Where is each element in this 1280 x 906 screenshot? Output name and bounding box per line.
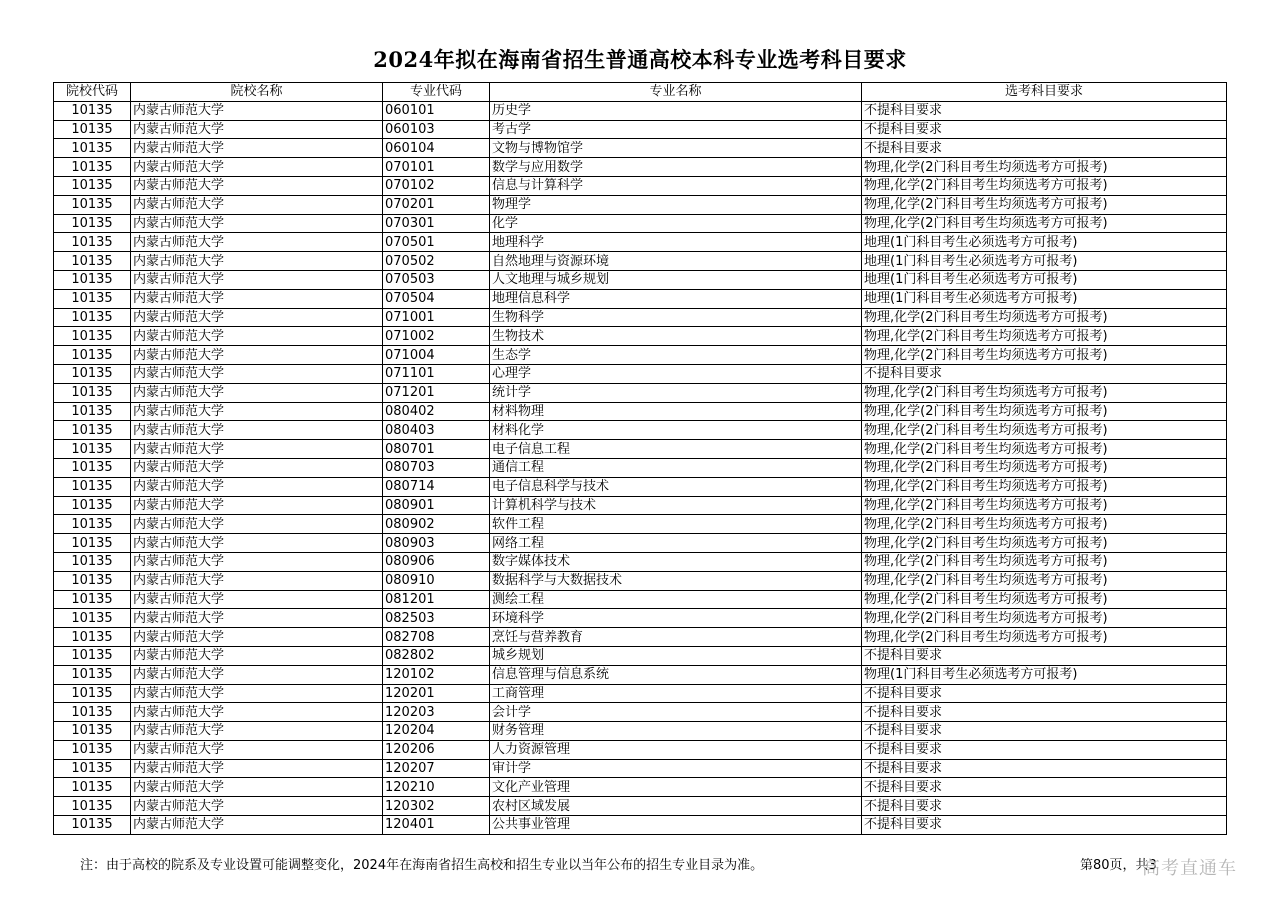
school-code-cell: 10135 xyxy=(54,816,131,835)
table-row xyxy=(54,797,1227,816)
school-name-cell: 内蒙古师范大学 xyxy=(131,609,383,628)
subject-requirement-cell: 不提科目要求 xyxy=(862,120,1227,139)
school-code-cell: 10135 xyxy=(54,327,131,346)
major-name-cell: 生物技术 xyxy=(490,327,862,346)
major-name-cell: 人文地理与城乡规划 xyxy=(490,270,862,289)
major-code-cell: 080403 xyxy=(383,421,490,440)
major-name-cell: 农村区域发展 xyxy=(490,797,862,816)
school-name-cell: 内蒙古师范大学 xyxy=(131,440,383,459)
major-name-cell: 人力资源管理 xyxy=(490,740,862,759)
subject-requirement-cell: 不提科目要求 xyxy=(862,364,1227,383)
table-row xyxy=(54,778,1227,797)
school-name-cell: 内蒙古师范大学 xyxy=(131,703,383,722)
subject-requirement-cell: 物理,化学(2门科目考生均须选考方可报考) xyxy=(862,609,1227,628)
subject-requirement-cell: 物理,化学(2门科目考生均须选考方可报考) xyxy=(862,458,1227,477)
school-name-cell: 内蒙古师范大学 xyxy=(131,139,383,158)
table-row xyxy=(54,440,1227,459)
table-row xyxy=(54,816,1227,835)
school-code-cell: 10135 xyxy=(54,571,131,590)
header-subject-requirement: 选考科目要求 xyxy=(862,83,1227,102)
school-code-cell: 10135 xyxy=(54,308,131,327)
major-code-cell: 071001 xyxy=(383,308,490,327)
header-major-name: 专业名称 xyxy=(490,83,862,102)
table-row xyxy=(54,101,1227,120)
header-school-name: 院校名称 xyxy=(131,83,383,102)
major-name-cell: 环境科学 xyxy=(490,609,862,628)
school-code-cell: 10135 xyxy=(54,797,131,816)
subject-requirement-cell: 物理,化学(2门科目考生均须选考方可报考) xyxy=(862,421,1227,440)
major-code-cell: 060103 xyxy=(383,120,490,139)
table-row xyxy=(54,289,1227,308)
school-code-cell: 10135 xyxy=(54,665,131,684)
subject-requirement-cell: 物理,化学(2门科目考生均须选考方可报考) xyxy=(862,327,1227,346)
table-row xyxy=(54,722,1227,741)
major-code-cell: 120210 xyxy=(383,778,490,797)
major-name-cell: 材料物理 xyxy=(490,402,862,421)
major-name-cell: 城乡规划 xyxy=(490,646,862,665)
school-code-cell: 10135 xyxy=(54,421,131,440)
school-code-cell: 10135 xyxy=(54,628,131,647)
school-code-cell: 10135 xyxy=(54,646,131,665)
table-row xyxy=(54,496,1227,515)
table-row xyxy=(54,515,1227,534)
table-row xyxy=(54,684,1227,703)
subject-requirement-cell: 物理,化学(2门科目考生均须选考方可报考) xyxy=(862,571,1227,590)
major-name-cell: 审计学 xyxy=(490,759,862,778)
table-row xyxy=(54,364,1227,383)
subject-requirement-cell: 不提科目要求 xyxy=(862,778,1227,797)
subject-requirement-cell: 地理(1门科目考生必须选考方可报考) xyxy=(862,233,1227,252)
school-name-cell: 内蒙古师范大学 xyxy=(131,740,383,759)
subject-requirement-cell: 不提科目要求 xyxy=(862,703,1227,722)
major-name-cell: 生物科学 xyxy=(490,308,862,327)
subject-requirement-cell: 物理,化学(2门科目考生均须选考方可报考) xyxy=(862,590,1227,609)
school-name-cell: 内蒙古师范大学 xyxy=(131,571,383,590)
subject-requirement-cell: 物理,化学(2门科目考生均须选考方可报考) xyxy=(862,440,1227,459)
school-code-cell: 10135 xyxy=(54,233,131,252)
subject-requirement-cell: 物理,化学(2门科目考生均须选考方可报考) xyxy=(862,158,1227,177)
school-name-cell: 内蒙古师范大学 xyxy=(131,816,383,835)
major-name-cell: 电子信息科学与技术 xyxy=(490,477,862,496)
major-code-cell: 080910 xyxy=(383,571,490,590)
table-row xyxy=(54,571,1227,590)
major-code-cell: 070501 xyxy=(383,233,490,252)
school-code-cell: 10135 xyxy=(54,534,131,553)
major-name-cell: 考古学 xyxy=(490,120,862,139)
school-code-cell: 10135 xyxy=(54,383,131,402)
major-name-cell: 工商管理 xyxy=(490,684,862,703)
major-code-cell: 120401 xyxy=(383,816,490,835)
school-name-cell: 内蒙古师范大学 xyxy=(131,383,383,402)
school-code-cell: 10135 xyxy=(54,252,131,271)
table-row xyxy=(54,383,1227,402)
school-name-cell: 内蒙古师范大学 xyxy=(131,628,383,647)
school-name-cell: 内蒙古师范大学 xyxy=(131,759,383,778)
table-row xyxy=(54,270,1227,289)
subject-requirement-cell: 不提科目要求 xyxy=(862,797,1227,816)
subject-requirement-cell: 不提科目要求 xyxy=(862,759,1227,778)
table-row xyxy=(54,233,1227,252)
school-code-cell: 10135 xyxy=(54,176,131,195)
table-row xyxy=(54,252,1227,271)
table-row xyxy=(54,195,1227,214)
subject-requirement-cell: 物理,化学(2门科目考生均须选考方可报考) xyxy=(862,383,1227,402)
major-code-cell: 071004 xyxy=(383,346,490,365)
major-name-cell: 计算机科学与技术 xyxy=(490,496,862,515)
subject-requirement-cell: 物理,化学(2门科目考生均须选考方可报考) xyxy=(862,496,1227,515)
major-name-cell: 通信工程 xyxy=(490,458,862,477)
subject-requirement-cell: 地理(1门科目考生必须选考方可报考) xyxy=(862,270,1227,289)
major-code-cell: 080902 xyxy=(383,515,490,534)
subject-requirement-cell: 物理,化学(2门科目考生均须选考方可报考) xyxy=(862,477,1227,496)
major-code-cell: 071201 xyxy=(383,383,490,402)
school-name-cell: 内蒙古师范大学 xyxy=(131,778,383,797)
table-row xyxy=(54,665,1227,684)
school-name-cell: 内蒙古师范大学 xyxy=(131,534,383,553)
major-code-cell: 070201 xyxy=(383,195,490,214)
subject-requirement-cell: 地理(1门科目考生必须选考方可报考) xyxy=(862,289,1227,308)
school-code-cell: 10135 xyxy=(54,740,131,759)
major-code-cell: 082708 xyxy=(383,628,490,647)
major-code-cell: 120201 xyxy=(383,684,490,703)
major-name-cell: 材料化学 xyxy=(490,421,862,440)
school-code-cell: 10135 xyxy=(54,270,131,289)
table-row xyxy=(54,139,1227,158)
major-name-cell: 数字媒体技术 xyxy=(490,552,862,571)
subject-requirement-cell: 物理,化学(2门科目考生均须选考方可报考) xyxy=(862,308,1227,327)
page-number: 第80页，共3 xyxy=(1080,858,1157,873)
school-code-cell: 10135 xyxy=(54,552,131,571)
major-name-cell: 物理学 xyxy=(490,195,862,214)
school-name-cell: 内蒙古师范大学 xyxy=(131,421,383,440)
major-code-cell: 070102 xyxy=(383,176,490,195)
major-code-cell: 070101 xyxy=(383,158,490,177)
table-row xyxy=(54,327,1227,346)
major-code-cell: 120206 xyxy=(383,740,490,759)
footnote: 注：由于高校的院系及专业设置可能调整变化，2024年在海南省招生高校和招生专业以当年公布的招生专业目录为准。 xyxy=(80,858,764,873)
subject-requirement-cell: 物理(1门科目考生必须选考方可报考) xyxy=(862,665,1227,684)
school-code-cell: 10135 xyxy=(54,195,131,214)
major-name-cell: 信息管理与信息系统 xyxy=(490,665,862,684)
major-name-cell: 财务管理 xyxy=(490,722,862,741)
watermark-logo: 高考直通车 xyxy=(1142,858,1237,879)
table-row xyxy=(54,646,1227,665)
school-name-cell: 内蒙古师范大学 xyxy=(131,308,383,327)
table-row xyxy=(54,421,1227,440)
subject-requirement-cell: 不提科目要求 xyxy=(862,646,1227,665)
table-row xyxy=(54,214,1227,233)
requirements-table xyxy=(53,82,1227,835)
major-code-cell: 080402 xyxy=(383,402,490,421)
major-name-cell: 测绘工程 xyxy=(490,590,862,609)
school-name-cell: 内蒙古师范大学 xyxy=(131,515,383,534)
subject-requirement-cell: 不提科目要求 xyxy=(862,684,1227,703)
major-name-cell: 烹饪与营养教育 xyxy=(490,628,862,647)
major-name-cell: 软件工程 xyxy=(490,515,862,534)
school-name-cell: 内蒙古师范大学 xyxy=(131,289,383,308)
school-name-cell: 内蒙古师范大学 xyxy=(131,458,383,477)
major-name-cell: 文物与博物馆学 xyxy=(490,139,862,158)
school-name-cell: 内蒙古师范大学 xyxy=(131,120,383,139)
school-name-cell: 内蒙古师范大学 xyxy=(131,364,383,383)
school-name-cell: 内蒙古师范大学 xyxy=(131,722,383,741)
school-name-cell: 内蒙古师范大学 xyxy=(131,158,383,177)
school-name-cell: 内蒙古师范大学 xyxy=(131,327,383,346)
header-major-code: 专业代码 xyxy=(383,83,490,102)
page-title: 2024年拟在海南省招生普通高校本科专业选考科目要求 xyxy=(373,47,907,72)
major-code-cell: 070504 xyxy=(383,289,490,308)
table-row xyxy=(54,590,1227,609)
school-code-cell: 10135 xyxy=(54,158,131,177)
table-row xyxy=(54,346,1227,365)
major-code-cell: 080701 xyxy=(383,440,490,459)
major-code-cell: 080901 xyxy=(383,496,490,515)
major-code-cell: 120207 xyxy=(383,759,490,778)
school-name-cell: 内蒙古师范大学 xyxy=(131,402,383,421)
school-name-cell: 内蒙古师范大学 xyxy=(131,496,383,515)
major-name-cell: 地理科学 xyxy=(490,233,862,252)
school-code-cell: 10135 xyxy=(54,120,131,139)
major-name-cell: 文化产业管理 xyxy=(490,778,862,797)
table-row xyxy=(54,552,1227,571)
major-name-cell: 统计学 xyxy=(490,383,862,402)
table-row xyxy=(54,477,1227,496)
major-code-cell: 060101 xyxy=(383,101,490,120)
school-code-cell: 10135 xyxy=(54,703,131,722)
major-code-cell: 081201 xyxy=(383,590,490,609)
subject-requirement-cell: 不提科目要求 xyxy=(862,722,1227,741)
school-name-cell: 内蒙古师范大学 xyxy=(131,233,383,252)
school-code-cell: 10135 xyxy=(54,609,131,628)
school-code-cell: 10135 xyxy=(54,759,131,778)
school-name-cell: 内蒙古师范大学 xyxy=(131,552,383,571)
school-name-cell: 内蒙古师范大学 xyxy=(131,684,383,703)
school-name-cell: 内蒙古师范大学 xyxy=(131,101,383,120)
major-code-cell: 120204 xyxy=(383,722,490,741)
major-name-cell: 会计学 xyxy=(490,703,862,722)
major-name-cell: 数据科学与大数据技术 xyxy=(490,571,862,590)
table-row xyxy=(54,609,1227,628)
major-code-cell: 080903 xyxy=(383,534,490,553)
major-code-cell: 071002 xyxy=(383,327,490,346)
table-row xyxy=(54,402,1227,421)
major-code-cell: 082503 xyxy=(383,609,490,628)
major-name-cell: 生态学 xyxy=(490,346,862,365)
subject-requirement-cell: 物理,化学(2门科目考生均须选考方可报考) xyxy=(862,515,1227,534)
subject-requirement-cell: 物理,化学(2门科目考生均须选考方可报考) xyxy=(862,402,1227,421)
major-name-cell: 化学 xyxy=(490,214,862,233)
major-name-cell: 历史学 xyxy=(490,101,862,120)
table-header xyxy=(54,83,1227,102)
major-name-cell: 自然地理与资源环境 xyxy=(490,252,862,271)
subject-requirement-cell: 不提科目要求 xyxy=(862,101,1227,120)
major-code-cell: 070503 xyxy=(383,270,490,289)
school-code-cell: 10135 xyxy=(54,346,131,365)
table-body xyxy=(54,101,1227,834)
table-row xyxy=(54,120,1227,139)
school-code-cell: 10135 xyxy=(54,139,131,158)
school-code-cell: 10135 xyxy=(54,289,131,308)
school-code-cell: 10135 xyxy=(54,778,131,797)
school-name-cell: 内蒙古师范大学 xyxy=(131,346,383,365)
table-row xyxy=(54,176,1227,195)
header-school-code: 院校代码 xyxy=(54,83,131,102)
major-name-cell: 网络工程 xyxy=(490,534,862,553)
school-code-cell: 10135 xyxy=(54,477,131,496)
school-name-cell: 内蒙古师范大学 xyxy=(131,797,383,816)
subject-requirement-cell: 物理,化学(2门科目考生均须选考方可报考) xyxy=(862,346,1227,365)
major-code-cell: 080714 xyxy=(383,477,490,496)
subject-requirement-cell: 不提科目要求 xyxy=(862,139,1227,158)
major-code-cell: 070301 xyxy=(383,214,490,233)
subject-requirement-cell: 物理,化学(2门科目考生均须选考方可报考) xyxy=(862,214,1227,233)
major-name-cell: 地理信息科学 xyxy=(490,289,862,308)
table-row xyxy=(54,158,1227,177)
school-code-cell: 10135 xyxy=(54,496,131,515)
major-name-cell: 电子信息工程 xyxy=(490,440,862,459)
school-code-cell: 10135 xyxy=(54,458,131,477)
school-code-cell: 10135 xyxy=(54,101,131,120)
table-row xyxy=(54,458,1227,477)
table-row xyxy=(54,534,1227,553)
major-code-cell: 070502 xyxy=(383,252,490,271)
school-code-cell: 10135 xyxy=(54,722,131,741)
subject-requirement-cell: 地理(1门科目考生必须选考方可报考) xyxy=(862,252,1227,271)
school-code-cell: 10135 xyxy=(54,684,131,703)
table-row xyxy=(54,740,1227,759)
school-name-cell: 内蒙古师范大学 xyxy=(131,214,383,233)
major-code-cell: 120203 xyxy=(383,703,490,722)
school-code-cell: 10135 xyxy=(54,440,131,459)
school-code-cell: 10135 xyxy=(54,402,131,421)
school-name-cell: 内蒙古师范大学 xyxy=(131,665,383,684)
school-name-cell: 内蒙古师范大学 xyxy=(131,195,383,214)
school-code-cell: 10135 xyxy=(54,590,131,609)
subject-requirement-cell: 不提科目要求 xyxy=(862,740,1227,759)
major-code-cell: 120302 xyxy=(383,797,490,816)
subject-requirement-cell: 物理,化学(2门科目考生均须选考方可报考) xyxy=(862,195,1227,214)
subject-requirement-cell: 物理,化学(2门科目考生均须选考方可报考) xyxy=(862,534,1227,553)
major-name-cell: 心理学 xyxy=(490,364,862,383)
major-name-cell: 信息与计算科学 xyxy=(490,176,862,195)
table-row xyxy=(54,628,1227,647)
subject-requirement-cell: 物理,化学(2门科目考生均须选考方可报考) xyxy=(862,552,1227,571)
school-name-cell: 内蒙古师范大学 xyxy=(131,646,383,665)
school-name-cell: 内蒙古师范大学 xyxy=(131,270,383,289)
school-name-cell: 内蒙古师范大学 xyxy=(131,477,383,496)
subject-requirement-cell: 物理,化学(2门科目考生均须选考方可报考) xyxy=(862,176,1227,195)
major-code-cell: 120102 xyxy=(383,665,490,684)
table-row xyxy=(54,703,1227,722)
major-code-cell: 080703 xyxy=(383,458,490,477)
major-code-cell: 060104 xyxy=(383,139,490,158)
major-name-cell: 公共事业管理 xyxy=(490,816,862,835)
header-row xyxy=(54,83,1227,102)
school-code-cell: 10135 xyxy=(54,364,131,383)
school-code-cell: 10135 xyxy=(54,214,131,233)
major-code-cell: 080906 xyxy=(383,552,490,571)
school-name-cell: 内蒙古师范大学 xyxy=(131,252,383,271)
major-name-cell: 数学与应用数学 xyxy=(490,158,862,177)
subject-requirement-cell: 不提科目要求 xyxy=(862,816,1227,835)
subject-requirement-cell: 物理,化学(2门科目考生均须选考方可报考) xyxy=(862,628,1227,647)
table-row xyxy=(54,308,1227,327)
school-name-cell: 内蒙古师范大学 xyxy=(131,590,383,609)
school-code-cell: 10135 xyxy=(54,515,131,534)
school-name-cell: 内蒙古师范大学 xyxy=(131,176,383,195)
major-code-cell: 071101 xyxy=(383,364,490,383)
major-code-cell: 082802 xyxy=(383,646,490,665)
table-row xyxy=(54,759,1227,778)
